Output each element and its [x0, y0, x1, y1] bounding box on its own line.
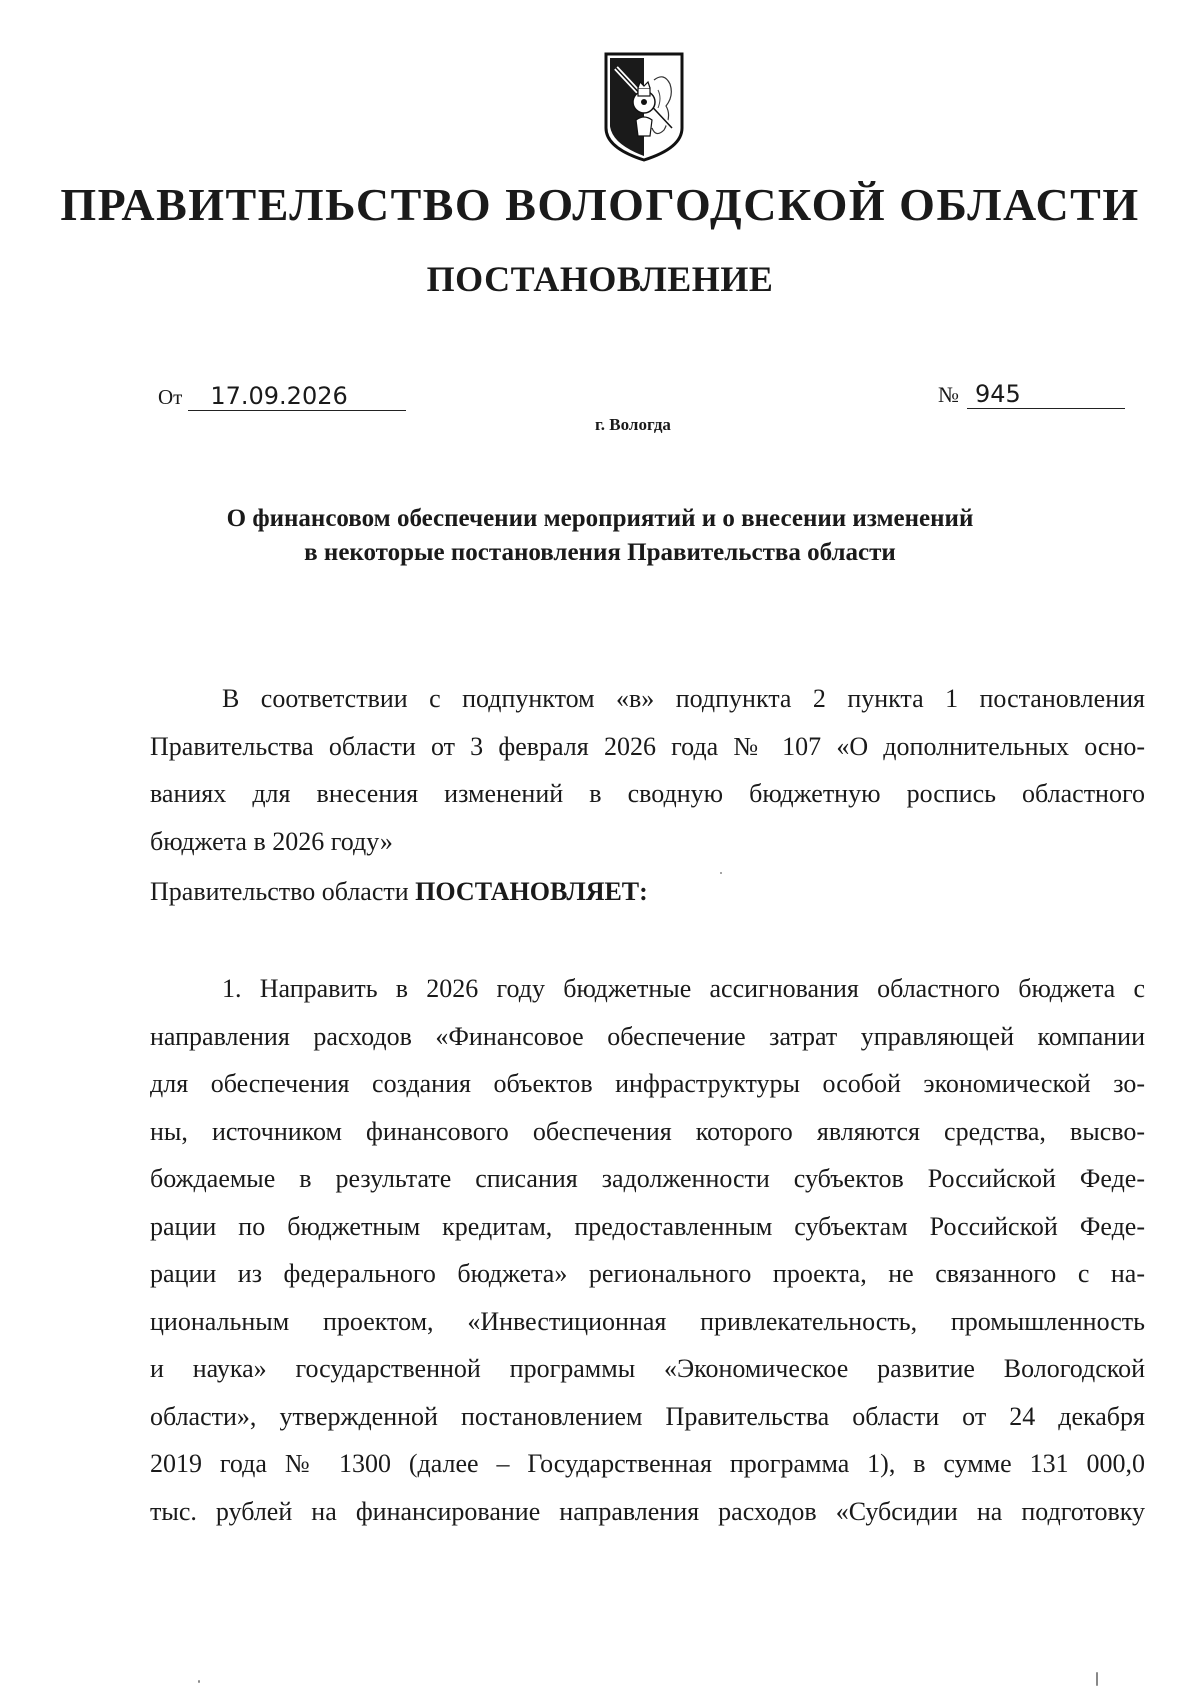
subject-line: О финансовом обеспечении мероприятий и о внесении изменений: [226, 505, 974, 532]
subject-line: в некоторые постановления Правительства области: [304, 539, 896, 566]
text-line: ны, источником финансового обеспечения которого являются средства, высво-: [150, 1116, 1145, 1146]
speck: [720, 872, 722, 874]
text-line: бождаемые в результате списания задолженности субъектов Российской Феде-: [150, 1164, 1145, 1193]
date-prefix: От: [158, 385, 183, 409]
text-line: тыс. рублей на финансирование направления расходов «Субсидии на подготовку: [150, 1496, 1145, 1526]
text-line: области», утвержденной постановлением Правительства области от 24 декабря: [150, 1401, 1145, 1431]
number-prefix: №: [938, 382, 959, 407]
paragraph-1: [150, 965, 1145, 1535]
text-line: для обеспечения создания объектов инфраструктуры особой экономической зо-: [150, 1069, 1145, 1098]
preamble-paragraph: [150, 675, 1145, 865]
text-line: рации по бюджетным кредитам, предоставленным субъектам Российской Феде-: [150, 1211, 1145, 1241]
speck: [1096, 1672, 1098, 1686]
city-label: г. Вологда: [595, 415, 671, 434]
document-type: ПОСТАНОВЛЕНИЕ: [426, 259, 774, 299]
text-line: рации из федерального бюджета» регионального проекта, не связанного с на-: [150, 1259, 1145, 1288]
text-line: и наука» государственной программы «Экономическое развитие Вологодской: [150, 1354, 1145, 1383]
text-line: 2019 года № 1300 (далее – Государственная программа 1), в сумме 131 000,0: [150, 1449, 1145, 1478]
resolve-line: [150, 868, 1145, 916]
government-title: ПРАВИТЕЛЬСТВО ВОЛОГОДСКОЙ ОБЛАСТИ: [60, 179, 1140, 230]
resolve-prefix: Правительство области: [150, 877, 416, 906]
document-date: 17.09.2026: [188, 382, 406, 411]
speck: [198, 1680, 200, 1683]
coat-of-arms-icon: [602, 50, 686, 164]
resolve-word: ПОСТАНОВЛЯЕТ:: [415, 877, 648, 906]
number-line: [938, 380, 1125, 409]
text-line: бюджета в 2026 году»: [150, 826, 393, 856]
date-line: [158, 382, 406, 411]
document-subject: [120, 502, 1080, 570]
text-line: направления расходов «Финансовое обеспечение затрат управляющей компании: [150, 1021, 1145, 1051]
text-line: 1. Направить в 2026 году бюджетные ассигнования областного бюджета с: [222, 974, 1145, 1003]
text-line: В соответствии с подпунктом «в» подпункта 2 пункта 1 постановления: [222, 684, 1145, 713]
text-line: ваниях для внесения изменений в сводную бюджетную роспись областного: [150, 779, 1145, 808]
text-line: Правительства области от 3 февраля 2026 года № 107 «О дополнительных осно-: [150, 731, 1145, 761]
text-line: циональным проектом, «Инвестиционная привлекательность, промышленность: [150, 1306, 1145, 1336]
document-number: 945: [967, 380, 1125, 409]
